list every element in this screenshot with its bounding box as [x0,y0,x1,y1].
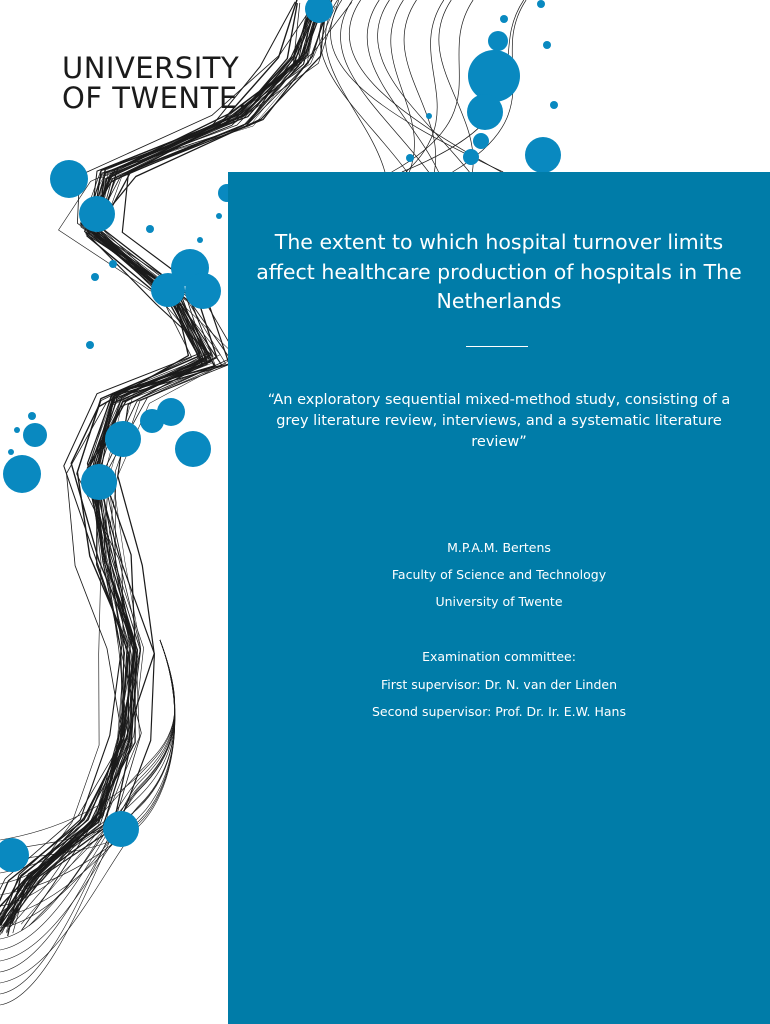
university-name: University of Twente [435,594,563,609]
network-node [14,427,20,433]
network-node [157,398,185,426]
cover-panel [228,172,770,1024]
network-strand [367,0,438,172]
network-node [463,149,479,165]
second-supervisor: Second supervisor: Prof. Dr. Ir. E.W. Hans [371,704,626,719]
network-node [467,94,503,130]
network-node [146,225,154,233]
network-node [197,237,203,243]
title-divider [466,346,528,347]
faculty-name: Faculty of Science and Technology [391,567,607,582]
network-node [185,273,221,309]
thesis-subtitle: “An exploratory sequential mixed-method study, consisting of a grey literature review, interviews, and a systematic literature review” [267,392,731,450]
network-strand [0,640,175,873]
network-node [23,423,47,447]
committee-heading: Examination committee: [422,649,576,664]
network-strand [391,0,415,172]
network-strand [406,0,444,172]
network-node [91,273,99,281]
logo-line-1: UNIVERSITY [62,51,240,85]
network-strand [0,640,175,994]
network-node [175,431,211,467]
network-node [79,196,115,232]
network-strand [439,0,473,172]
network-node [81,464,117,500]
network-node [28,412,36,420]
network-node [50,160,88,198]
network-node [105,421,141,457]
author-name: M.P.A.M. Bertens [447,540,551,555]
network-node [109,260,117,268]
university-logo [62,53,247,113]
network-node [543,41,551,49]
network-strand [320,0,408,172]
network-node [86,341,94,349]
network-node [473,133,489,149]
network-node [550,101,558,109]
network-node [488,31,508,51]
network-node [8,449,14,455]
network-strand [325,0,385,172]
network-node [103,811,139,847]
network-strand [404,0,436,172]
network-node [0,838,29,872]
network-node [426,113,432,119]
network-node [3,455,41,493]
network-node [216,213,222,219]
network-node [151,273,185,307]
network-node [537,0,545,8]
network-node [500,15,508,23]
network-node [406,154,414,162]
thesis-title: The extent to which hospital turnover limits affect healthcare production of hospitals in The Netherlands [256,230,742,313]
network-node [468,50,520,102]
logo-line-2: OF TWENTE. [62,81,248,115]
network-node [525,137,561,173]
first-supervisor: First supervisor: Dr. N. van der Linden [380,677,618,692]
